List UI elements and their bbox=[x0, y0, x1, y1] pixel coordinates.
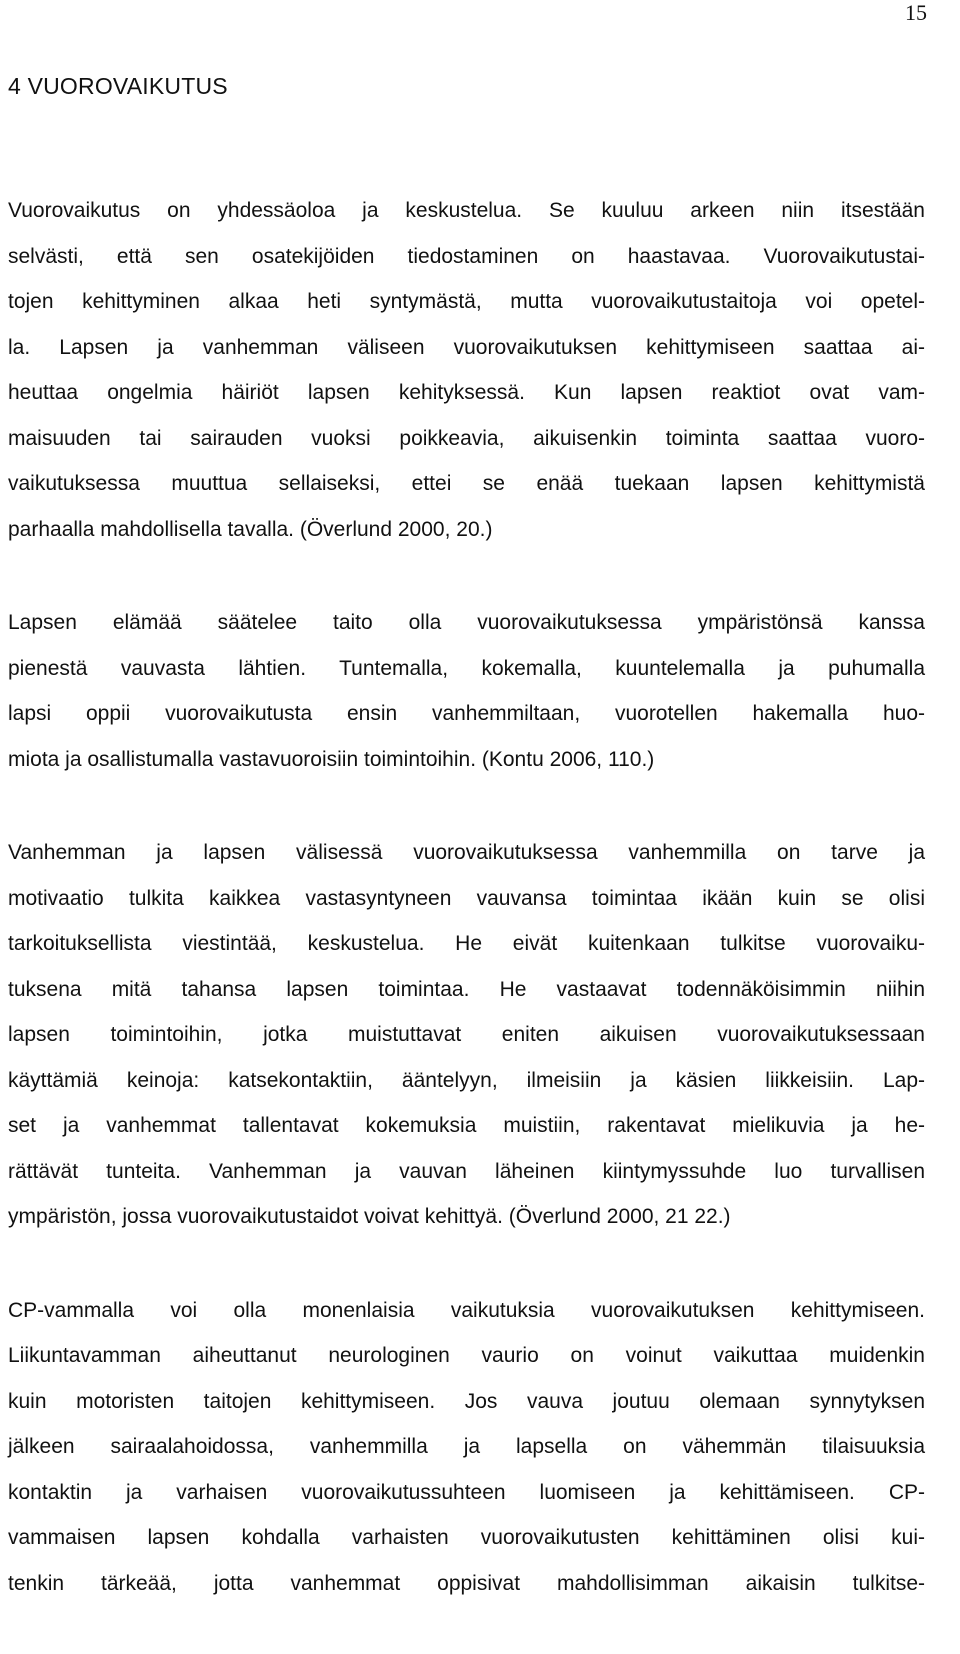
paragraph-line: miota ja osallistumalla vastavuoroisiin toimintoihin. (Kontu 2006, 110.) bbox=[8, 747, 655, 771]
paragraph-2 bbox=[8, 600, 925, 782]
paragraph-line: käyttämiä keinoja: katsekontaktiin, ääntelyyn, ilmeisiin ja käsien liikkeisiin. Lap- bbox=[8, 1068, 925, 1092]
paragraph-4 bbox=[8, 1288, 925, 1607]
paragraph-line: CP-vammalla voi olla monenlaisia vaikutuksia vuorovaikutuksen kehittymiseen. bbox=[8, 1298, 925, 1322]
paragraph-line: tojen kehittyminen alkaa heti syntymästä, mutta vuorovaikutustaitoja voi opetel- bbox=[8, 290, 925, 313]
paragraph-line: Lapsen elämää säätelee taito olla vuorovaikutuksessa ympäristönsä kanssa bbox=[8, 611, 925, 634]
paragraph-line: vammaisen lapsen kohdalla varhaisten vuorovaikutusten kehittäminen olisi kui- bbox=[8, 1526, 925, 1549]
paragraph-line: jälkeen sairaalahoidossa, vanhemmilla ja lapsella on vähemmän tilaisuuksia bbox=[8, 1435, 925, 1458]
paragraph-line: tenkin tärkeää, jotta vanhemmat oppisivat mahdollisimman aikaisin tulkitse- bbox=[8, 1571, 925, 1595]
paragraph-line: maisuuden tai sairauden vuoksi poikkeavia, aikuisenkin toiminta saattaa vuoro- bbox=[8, 426, 925, 450]
paragraph-line: selvästi, että sen osatekijöiden tiedostaminen on haastavaa. Vuorovaikutustai- bbox=[8, 244, 925, 268]
paragraph-line: parhaalla mahdollisella tavalla. (Överlund 2000, 20.) bbox=[8, 517, 493, 541]
paragraph-line: set ja vanhemmat tallentavat kokemuksia muistiin, rakentavat mielikuvia ja he- bbox=[8, 1114, 925, 1137]
paragraph-line: lapsen toimintoihin, jotka muistuttavat eniten aikuisen vuorovaikutuksessaan bbox=[8, 1023, 925, 1046]
paragraph-line: vaikutuksessa muuttua sellaiseksi, ettei se enää tuekaan lapsen kehittymistä bbox=[8, 472, 925, 495]
paragraph-line: heuttaa ongelmia häiriöt lapsen kehityksessä. Kun lapsen reaktiot ovat vam- bbox=[8, 381, 925, 404]
paragraph-line: kontaktin ja varhaisen vuorovaikutussuhteen luomiseen ja kehittämiseen. CP- bbox=[8, 1480, 925, 1504]
chapter-title: 4 VUOROVAIKUTUS bbox=[8, 73, 228, 99]
paragraph-line: rättävät tunteita. Vanhemman ja vauvan läheinen kiintymyssuhde luo turvallisen bbox=[8, 1159, 925, 1183]
paragraph-line: Liikuntavamman aiheuttanut neurologinen vaurio on voinut vaikuttaa muidenkin bbox=[8, 1344, 925, 1367]
paragraph-line: ympäristön, jossa vuorovaikutustaidot voivat kehittyä. (Överlund 2000, 21 22.) bbox=[8, 1205, 731, 1228]
paragraph-line: Vanhemman ja lapsen välisessä vuorovaikutuksessa vanhemmilla on tarve ja bbox=[8, 841, 925, 864]
paragraph-3 bbox=[8, 830, 925, 1240]
page-number: 15 bbox=[905, 0, 927, 25]
paragraph-line: tuksena mitä tahansa lapsen toimintaa. He vastaavat todennäköisimmin niihin bbox=[8, 977, 925, 1001]
paragraph-line: kuin motoristen taitojen kehittymiseen. Jos vauva joutuu olemaan synnytyksen bbox=[8, 1389, 925, 1413]
paragraph-line: tarkoituksellista viestintää, keskustelua. He eivät kuitenkaan tulkitse vuorovaiku- bbox=[8, 932, 925, 955]
paragraph-line: la. Lapsen ja vanhemman väliseen vuorovaikutuksen kehittymiseen saattaa ai- bbox=[8, 335, 925, 359]
paragraph-line: lapsi oppii vuorovaikutusta ensin vanhemmiltaan, vuorotellen hakemalla huo- bbox=[8, 702, 925, 725]
paragraph-line: pienestä vauvasta lähtien. Tuntemalla, kokemalla, kuuntelemalla ja puhumalla bbox=[8, 656, 925, 680]
paragraph-line: motivaatio tulkita kaikkea vastasyntyneen vauvansa toimintaa ikään kuin se olisi bbox=[8, 886, 925, 910]
body-text bbox=[8, 188, 925, 1654]
paragraph-line: Vuorovaikutus on yhdessäoloa ja keskustelua. Se kuuluu arkeen niin itsestään bbox=[8, 199, 925, 222]
paragraph-1 bbox=[8, 188, 925, 552]
